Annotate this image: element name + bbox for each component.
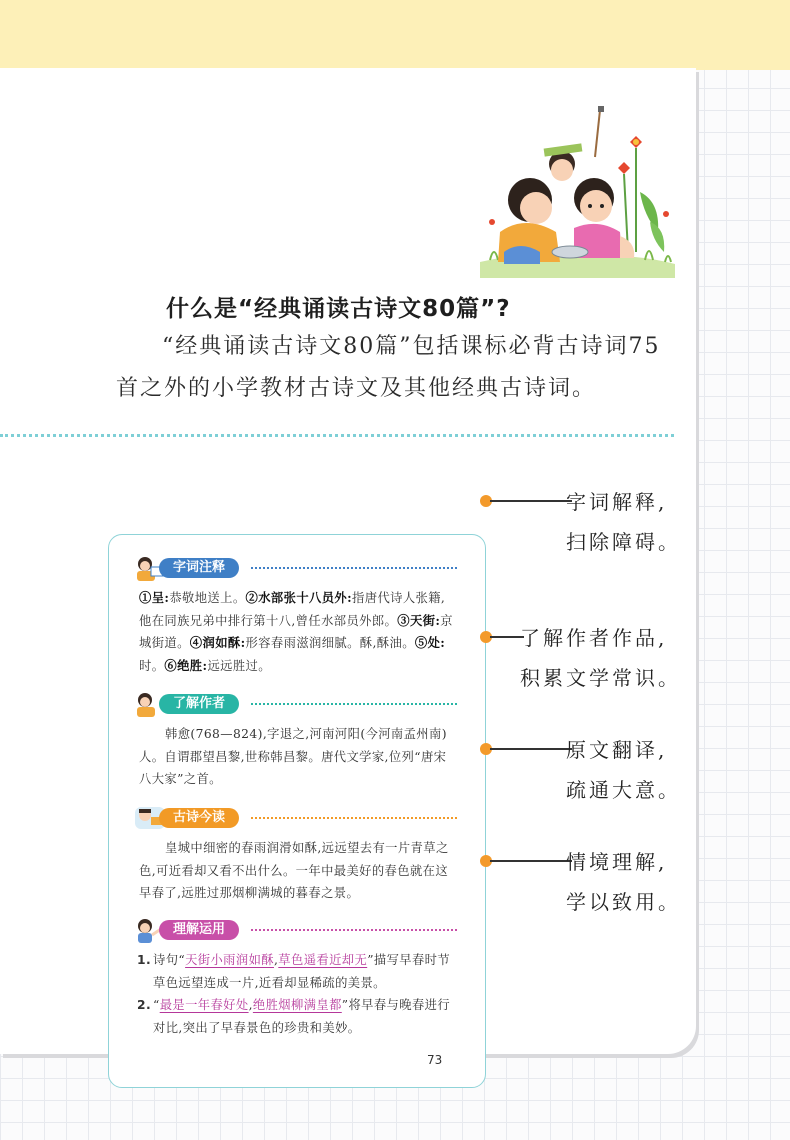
connector-2 xyxy=(480,631,524,643)
poem-notes-card xyxy=(108,534,486,1088)
section-header-glossary xyxy=(133,555,457,581)
section-dots xyxy=(251,703,457,705)
annotation-4 xyxy=(566,842,681,922)
annotation-1 xyxy=(566,482,681,562)
annotation-line: 原文翻译, xyxy=(566,738,668,762)
page-number: 73 xyxy=(427,1053,443,1067)
intro-paragraph: “经典诵读古诗文80篇”包括课标必背古诗词75首之外的小学教材古诗文及其他经典古诗词。 xyxy=(116,334,661,401)
note-term: ②水部张十八员外: xyxy=(245,590,353,605)
section-title: 了解作者 xyxy=(159,694,239,714)
note-term: ①呈: xyxy=(139,590,170,605)
highlighted-verse: 绝胜烟柳满皇都 xyxy=(252,998,342,1012)
application-list xyxy=(137,949,459,1039)
item-number: 1. xyxy=(137,953,152,967)
note-def: 形容春雨滋润细腻。酥,酥油。 xyxy=(245,636,415,650)
author-text: 韩愈(768—824),字退之,河南河阳(今河南孟州南)人。自谓郡望昌黎,世称韩昌黎。唐代文学家,位列“唐宋八大家”之首。 xyxy=(139,727,447,786)
section-dots xyxy=(251,817,457,819)
question-heading: 什么是“经典诵读古诗文80篇”? xyxy=(166,296,511,322)
annotation-3 xyxy=(566,730,681,810)
section-header-translation xyxy=(133,805,457,831)
item-text: “ xyxy=(153,998,160,1012)
dotted-divider xyxy=(0,434,674,437)
section-title: 古诗今读 xyxy=(159,808,239,828)
page-sheet xyxy=(0,68,696,1067)
item-text: , xyxy=(273,953,279,967)
connector-line xyxy=(490,748,572,750)
annotation-line: 字词解释, xyxy=(566,490,668,514)
list-item xyxy=(137,994,459,1039)
annotation-line: 情境理解, xyxy=(566,850,668,874)
children-illustration xyxy=(470,102,680,278)
top-banner xyxy=(0,0,790,70)
glossary-notes xyxy=(139,587,457,677)
annotation-line: 学以致用。 xyxy=(566,890,681,914)
item-text: , xyxy=(248,998,253,1012)
note-def: 指唐代诗人张籍,他在同族兄弟中排行第十八,曾任水部员外郎。 xyxy=(139,591,446,628)
item-text: ”将早春与晚春进行对比,突出了早春景色的珍贵和美妙。 xyxy=(153,998,451,1035)
annotation-line: 了解作者作品, xyxy=(520,626,668,650)
section-header-author xyxy=(133,691,457,717)
connector-3 xyxy=(480,743,572,755)
note-term: ⑤处: xyxy=(414,635,446,650)
connector-line xyxy=(490,860,572,862)
item-text: ”描写早春时节草色远望连成一片,近看却显稀疏的美景。 xyxy=(153,953,451,990)
highlighted-verse: 草色遥看近却无 xyxy=(278,953,368,967)
note-term: ③天街: xyxy=(397,612,441,628)
list-item xyxy=(137,949,459,994)
note-def: 京城街道。 xyxy=(139,613,453,650)
translation-text: 皇城中细密的春雨润滑如酥,远远望去有一片青草之色,可近看却又看不出什么。一年中最美好的春色就在这早春了,远胜过那烟柳满城的暮春之景。 xyxy=(139,841,449,900)
connector-1 xyxy=(480,495,572,507)
section-dots xyxy=(251,567,457,569)
connector-line xyxy=(490,500,572,502)
annotation-line: 扫除障碍。 xyxy=(566,530,681,554)
item-text: 诗句“ xyxy=(153,953,186,967)
annotation-line: 积累文学常识。 xyxy=(520,666,681,690)
connector-line xyxy=(490,636,524,638)
note-def: 远远胜过。 xyxy=(207,658,271,673)
highlighted-verse: 天街小雨润如酥 xyxy=(185,953,274,967)
note-def: 时。 xyxy=(139,658,165,673)
note-term: ④润如酥: xyxy=(189,635,246,650)
highlighted-verse: 最是一年春好处 xyxy=(159,998,249,1012)
section-dots xyxy=(251,929,457,931)
connector-4 xyxy=(480,855,572,867)
annotation-line: 疏通大意。 xyxy=(566,778,681,802)
section-title: 理解运用 xyxy=(159,920,239,940)
section-header-application xyxy=(133,917,457,943)
note-term: ⑥绝胜: xyxy=(164,657,208,673)
annotation-2 xyxy=(520,618,681,698)
section-title: 字词注释 xyxy=(159,558,239,578)
item-number: 2. xyxy=(137,998,152,1012)
note-def: 恭敬地送上。 xyxy=(169,591,246,605)
